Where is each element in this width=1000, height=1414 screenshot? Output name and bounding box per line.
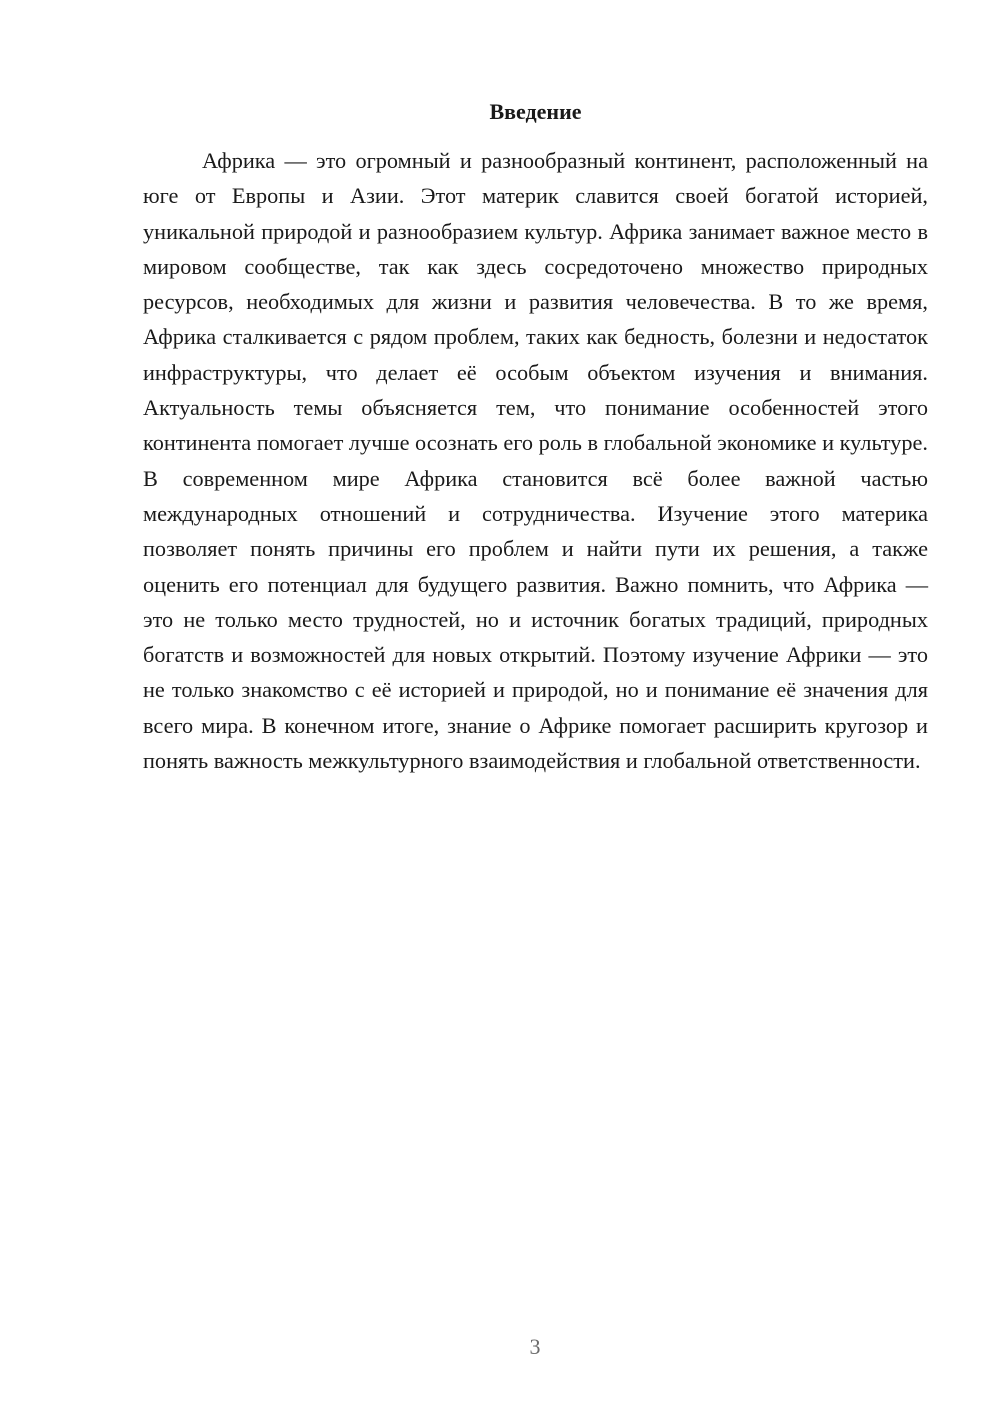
section-heading: Введение — [489, 99, 582, 124]
page-number: 3 — [529, 1334, 541, 1359]
body-paragraph: Африка — это огромный и разнообразный континент, расположенный на юге от Европы и Азии. Этот материк славится своей богатой историей, уникальной природой и разнообразием культур. Африка занимает важное место в мировом сообществе, так как здесь сосредоточено множество природных ресурсов, необходимых для жизни и развития человечества. В то же время, Африка сталкивается с рядом проблем, таких как бедность, болезни и недостаток инфраструктуры, что делает её особым объектом изучения и внимания. Актуальность темы объясняется тем, что понимание особенностей этого континента помогает лучше осознать его роль в глобальной экономике и культуре. В современном мире Африка становится всё более важной частью международных отношений и сотрудничества. Изучение этого материка позволяет понять причины его проблем и найти пути их решения, а также оценить его потенциал для будущего развития. Важно помнить, что Африка — это не только место трудностей, но и источник богатых традиций, природных богатств и возможностей для новых открытий. Поэтому изучение Африки — это не только знакомство с её историей и природой, но и понимание её значения для всего мира. В конечном итоге, знание о Африке помогает расширить кругозор и понять важность межкультурного взаимодействия и глобальной ответственности. — [143, 148, 928, 774]
